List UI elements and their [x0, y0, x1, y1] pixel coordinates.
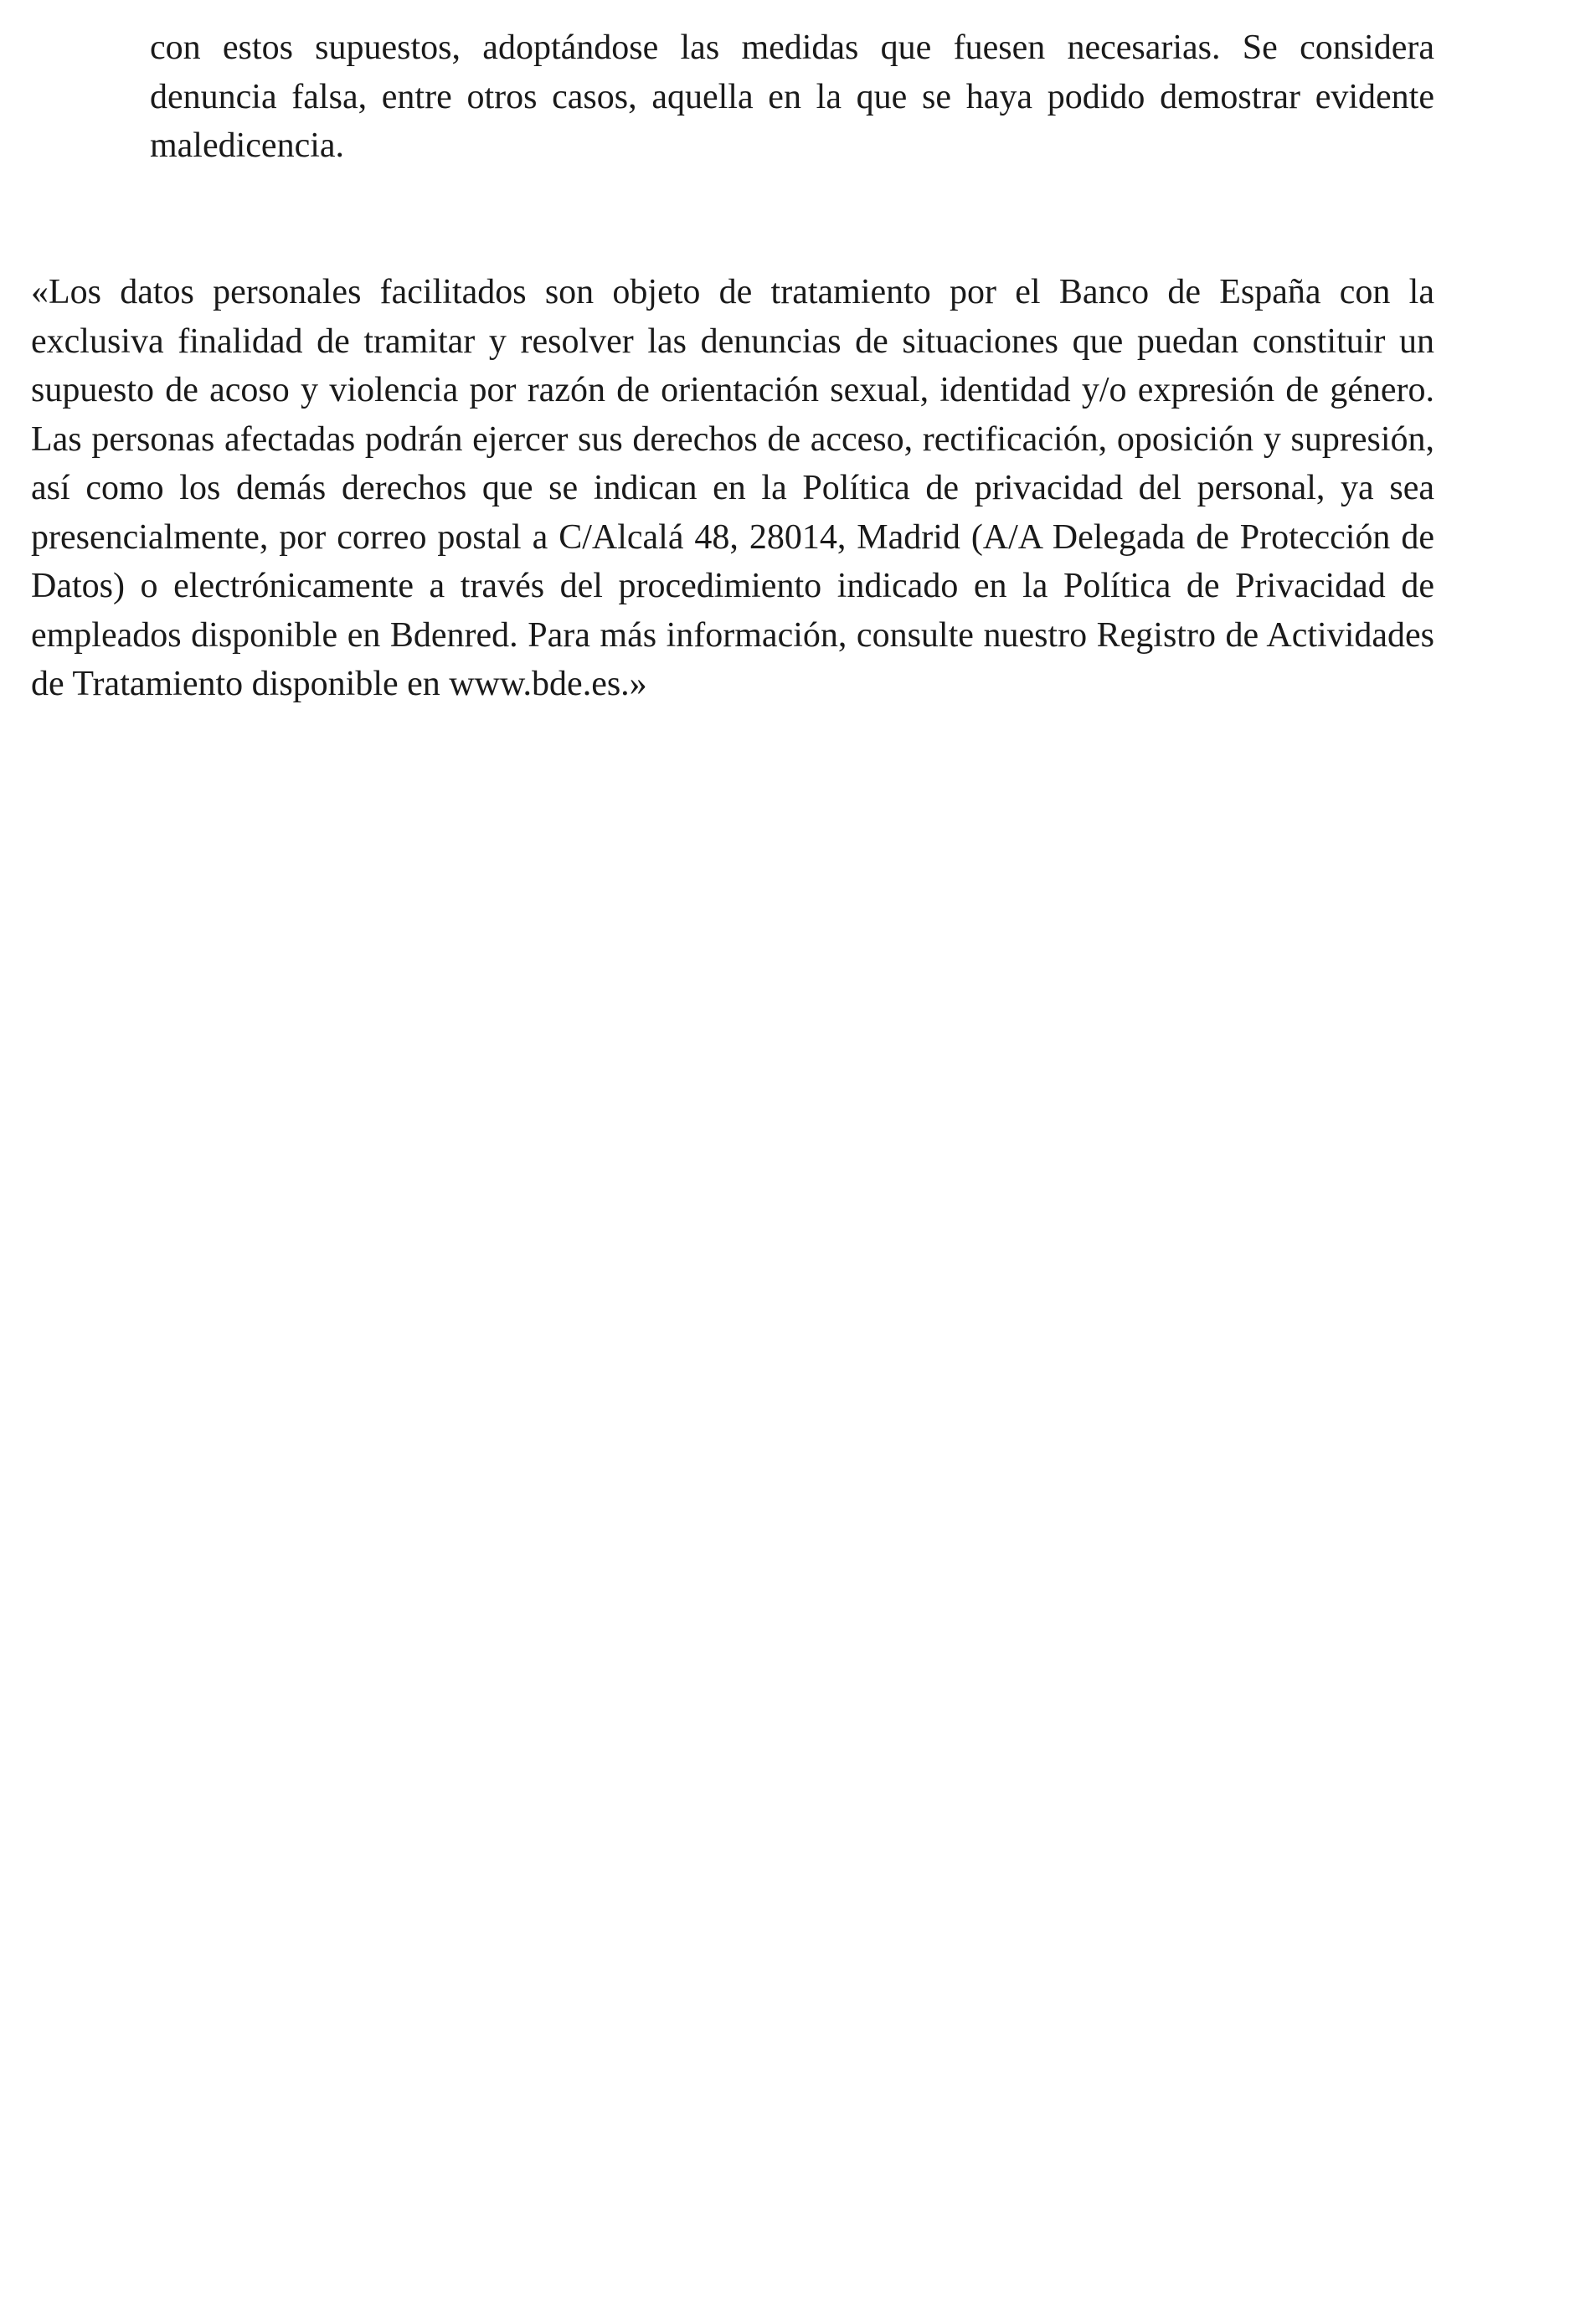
privacy-notice-paragraph: «Los datos personales facilitados son objeto de tratamiento por el Banco de España con la exclusiva finalidad de tramitar y resolver las denuncias de situaciones que puedan constituir un supuesto de acoso y violencia por razón de orientación sexual, identidad y/o expresión de género. Las personas afectadas podrán ejercer sus derechos de acceso, rectificación, oposición y supresión, así como los demás derechos que se indican en la Política de privacidad del personal, ya sea presencialmente, por correo postal a C/Alcalá 48, 28014, Madrid (A/A Delegada de Protección de Datos) o electrónicamente a través del procedimiento indicado en la Política de Privacidad de empleados disponible en Bdenred. Para más información, consulte nuestro Registro de Actividades de Tratamiento disponible en www.bde.es.»: [31, 273, 1434, 703]
continuation-paragraph: con estos supuestos, adoptándose las medidas que fuesen necesarias. Se considera denuncia falsa, entre otros casos, aquella en la que se haya podido demostrar evidente maledicencia.: [150, 28, 1434, 165]
